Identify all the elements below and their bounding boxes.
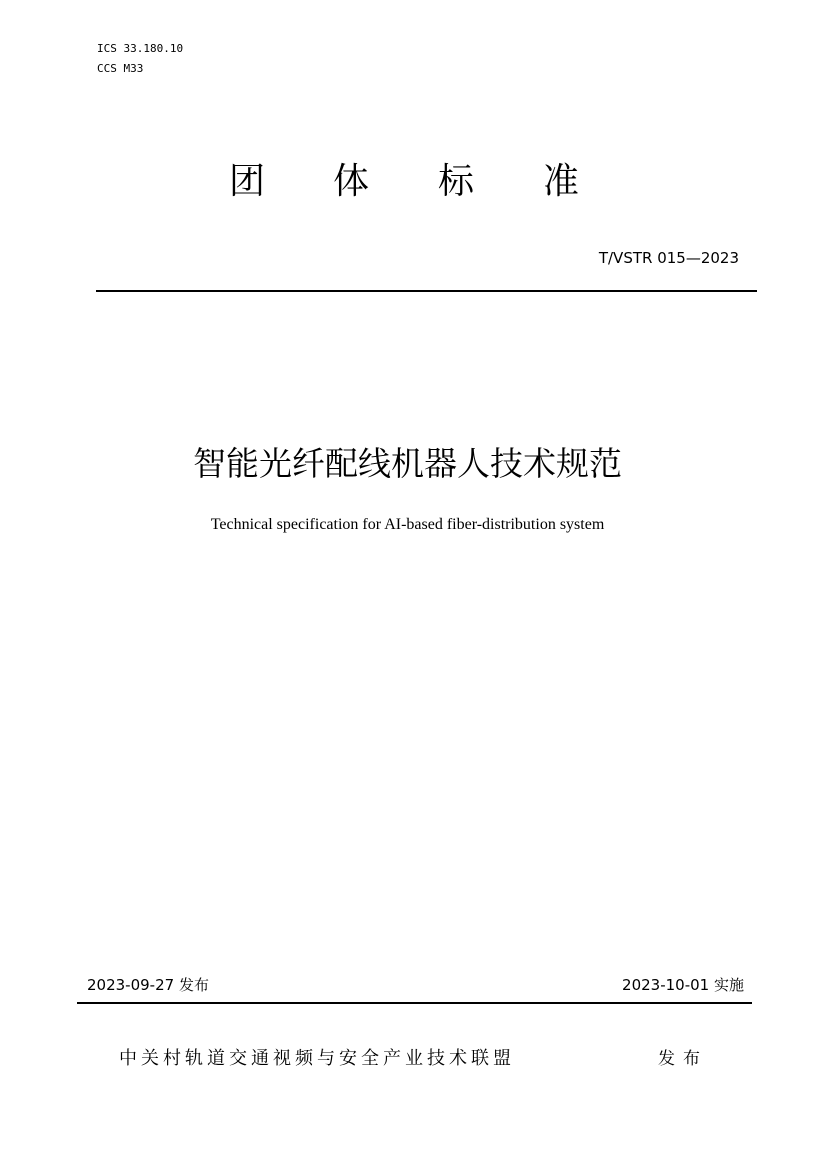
standard-type-char-3: 标 xyxy=(438,161,475,202)
standard-type-char-2: 体 xyxy=(333,161,370,202)
document-title-english: Technical specification for AI-based fiber-distribution system xyxy=(210,516,605,533)
publish-label: 发布 xyxy=(658,1049,708,1069)
standard-number: T/VSTR 015—2023 xyxy=(598,249,739,267)
ccs-code: CCS M33 xyxy=(97,62,144,75)
standard-type-char-1: 团 xyxy=(229,161,266,202)
ics-code: ICS 33.180.10 xyxy=(97,42,184,55)
publisher-name: 中关村轨道交通视频与安全产业技术联盟 xyxy=(119,1048,515,1069)
header-divider xyxy=(96,290,757,292)
footer-divider xyxy=(77,1002,752,1004)
standard-type-char-4: 准 xyxy=(543,161,580,202)
document-title-chinese: 智能光纤配线机器人技术规范 xyxy=(193,444,622,483)
implementation-date: 2023-10-01 实施 xyxy=(622,976,744,994)
publish-date: 2023-09-27 发布 xyxy=(87,976,209,994)
